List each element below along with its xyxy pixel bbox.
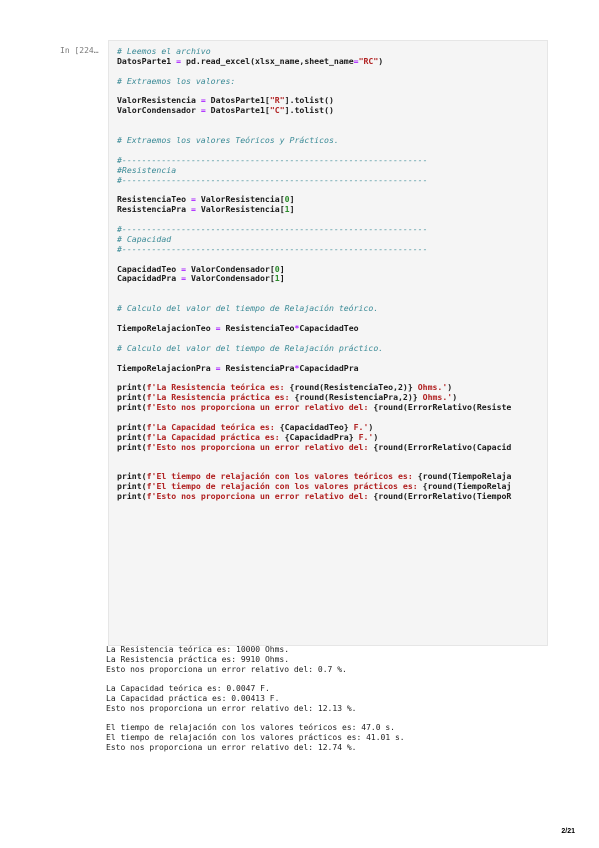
code-token: ValorCondensador[: [186, 263, 275, 274]
code-token: {round(ResistenciaPra,2)}: [294, 392, 418, 403]
output-line: La Resistencia práctica es: 9910 Ohms.: [106, 654, 290, 664]
code-line: [117, 364, 511, 374]
code-token: CapacidadPra: [117, 273, 182, 284]
code-token: "RC": [358, 55, 379, 66]
code-token: print: [117, 491, 142, 502]
code-token: =: [181, 273, 187, 284]
code-line: [117, 324, 511, 334]
code-token: print: [117, 431, 142, 442]
code-token: print: [117, 402, 142, 413]
code-token: F.': [348, 421, 369, 432]
code-token: ): [452, 392, 458, 403]
code-token: ]: [289, 194, 295, 205]
code-line: [117, 176, 511, 186]
code-token: print: [117, 441, 142, 452]
code-line: [117, 205, 511, 215]
code-line: [117, 156, 511, 166]
code-token: pd.read_excel(xlsx_name,sheet_name: [181, 55, 354, 66]
code-token: ValorResistencia[: [195, 204, 285, 215]
code-token: ): [378, 55, 384, 66]
code-token: TiempoRelajacionTeo: [117, 322, 216, 333]
code-line: [117, 106, 511, 116]
cell-output: [106, 645, 405, 753]
code-token: # Extraemos los valores Teóricos y Prácticos.: [117, 135, 339, 146]
code-token: =: [215, 362, 221, 373]
code-token: =: [190, 194, 196, 205]
code-token: f'El tiempo de relajación con los valores prácticos es:: [146, 481, 423, 492]
code-token: ResistenciaPra: [117, 204, 191, 215]
code-token: Ohms.': [412, 382, 448, 393]
code-editor[interactable]: [117, 47, 511, 502]
code-token: (: [141, 481, 147, 492]
code-token: =: [353, 55, 359, 66]
code-token: (: [141, 392, 147, 403]
output-line: El tiempo de relajación con los valores teóricos es: 47.0 s.: [106, 723, 395, 733]
code-token: =: [190, 204, 196, 215]
code-token: {round(ErrorRelativo(Resiste: [373, 402, 512, 413]
code-token: #--------------------------------------------------------------: [117, 224, 428, 235]
code-token: =: [200, 105, 206, 116]
code-token: ResistenciaTeo: [117, 194, 191, 205]
code-token: f'Esto nos proporciona un error relativo del:: [146, 402, 374, 413]
code-token: print: [117, 421, 142, 432]
output-line: Esto nos proporciona un error relativo del: 12.74 %.: [106, 742, 357, 752]
output-line: [106, 674, 405, 684]
code-token: (: [141, 382, 147, 393]
code-token: ResistenciaPra: [220, 362, 295, 373]
code-token: ].tolist(): [284, 105, 334, 116]
output-line: Esto nos proporciona un error relativo del: 12.13 %.: [106, 703, 357, 713]
code-token: "C": [269, 105, 285, 116]
output-line: Esto nos proporciona un error relativo del: 0.7 %.: [106, 664, 347, 674]
code-line: [117, 136, 511, 146]
code-token: print: [117, 471, 142, 482]
code-token: CapacidadTeo: [299, 322, 359, 333]
page-number: 2/21: [561, 828, 575, 835]
code-token: f'Esto nos proporciona un error relativo del:: [146, 491, 374, 502]
code-line: [117, 492, 511, 502]
code-token: =: [176, 55, 182, 66]
code-token: ValorResistencia: [117, 95, 201, 106]
code-token: (: [141, 441, 147, 452]
code-line: [117, 453, 511, 463]
code-token: Ohms.': [417, 392, 453, 403]
code-token: f'Esto nos proporciona un error relativo del:: [146, 441, 374, 452]
code-token: print: [117, 392, 142, 403]
code-token: {round(ErrorRelativo(TiempoR: [373, 491, 512, 502]
code-token: DatosParte1: [117, 55, 177, 66]
code-token: F.': [353, 431, 374, 442]
code-line: [117, 284, 511, 294]
code-token: ): [373, 431, 379, 442]
code-token: # Calculo del valor del tiempo de Relajación práctico.: [117, 342, 384, 353]
code-line: [117, 225, 511, 235]
code-token: 1: [284, 204, 290, 215]
code-token: TiempoRelajacionPra: [117, 362, 216, 373]
code-token: ]: [279, 263, 285, 274]
code-token: #--------------------------------------------------------------: [117, 174, 428, 185]
code-token: {round(TiempoRelaj: [422, 481, 512, 492]
code-token: # Calculo del valor del tiempo de Relajación teórico.: [117, 303, 379, 314]
code-token: (: [141, 471, 147, 482]
code-token: ]: [279, 273, 285, 284]
code-token: (: [141, 491, 147, 502]
code-line: [117, 116, 511, 126]
code-token: #--------------------------------------------------------------: [117, 243, 428, 254]
code-token: {round(ResistenciaTeo,2)}: [289, 382, 413, 393]
code-token: #--------------------------------------------------------------: [117, 154, 428, 165]
code-token: #Resistencia: [117, 164, 177, 175]
code-token: print: [117, 481, 142, 492]
code-line: [117, 245, 511, 255]
code-token: =: [215, 322, 221, 333]
code-cell[interactable]: [108, 40, 548, 646]
code-token: DatosParte1[: [205, 105, 270, 116]
code-token: DatosParte1[: [205, 95, 270, 106]
code-token: 0: [274, 263, 280, 274]
code-token: =: [200, 95, 206, 106]
code-token: print: [117, 382, 142, 393]
code-token: {round(TiempoRelaja: [417, 471, 512, 482]
code-token: f'La Resistencia práctica es:: [146, 392, 295, 403]
output-line: La Capacidad teórica es: 0.0047 F.: [106, 684, 270, 694]
code-token: ValorResistencia[: [195, 194, 285, 205]
code-token: f'El tiempo de relajación con los valores teóricos es:: [146, 471, 418, 482]
code-line: [117, 77, 511, 87]
code-token: (: [141, 431, 147, 442]
code-token: (: [141, 402, 147, 413]
code-token: {CapacidadPra}: [284, 431, 354, 442]
code-line: [117, 57, 511, 67]
code-token: (: [141, 421, 147, 432]
output-line: La Resistencia teórica es: 10000 Ohms.: [106, 645, 290, 654]
code-token: f'La Resistencia teórica es:: [146, 382, 290, 393]
code-token: ): [368, 421, 374, 432]
output-line: [106, 714, 405, 724]
code-token: # Leemos el archivo: [117, 46, 211, 56]
code-line: [117, 403, 511, 413]
code-token: ValorCondensador: [117, 105, 201, 116]
code-token: f'La Capacidad práctica es:: [146, 431, 285, 442]
output-line: La Capacidad práctica es: 0.00413 F.: [106, 693, 280, 703]
code-token: f'La Capacidad teórica es:: [146, 421, 280, 432]
code-token: *: [294, 322, 300, 333]
code-token: # Extraemos los valores:: [117, 75, 236, 86]
code-token: *: [294, 362, 300, 373]
code-token: ]: [289, 204, 295, 215]
code-token: CapacidadTeo: [117, 263, 182, 274]
code-token: 1: [274, 273, 280, 284]
code-line: [117, 274, 511, 284]
code-line: [117, 304, 511, 314]
code-token: ValorCondensador[: [186, 273, 275, 284]
code-token: CapacidadPra: [299, 362, 359, 373]
code-line: [117, 344, 511, 354]
code-token: =: [181, 263, 187, 274]
code-token: {round(ErrorRelativo(Capacid: [373, 441, 512, 452]
code-token: {CapacidadTeo}: [279, 421, 349, 432]
code-token: ].tolist(): [284, 95, 334, 106]
cell-prompt: In [224…: [60, 46, 99, 55]
code-line: [117, 443, 511, 453]
code-token: ): [447, 382, 453, 393]
code-token: "R": [269, 95, 285, 106]
code-token: # Capacidad: [117, 233, 172, 244]
code-token: ResistenciaTeo: [220, 322, 295, 333]
output-line: El tiempo de relajación con los valores prácticos es: 41.01 s.: [106, 733, 405, 743]
code-token: 0: [284, 194, 290, 205]
